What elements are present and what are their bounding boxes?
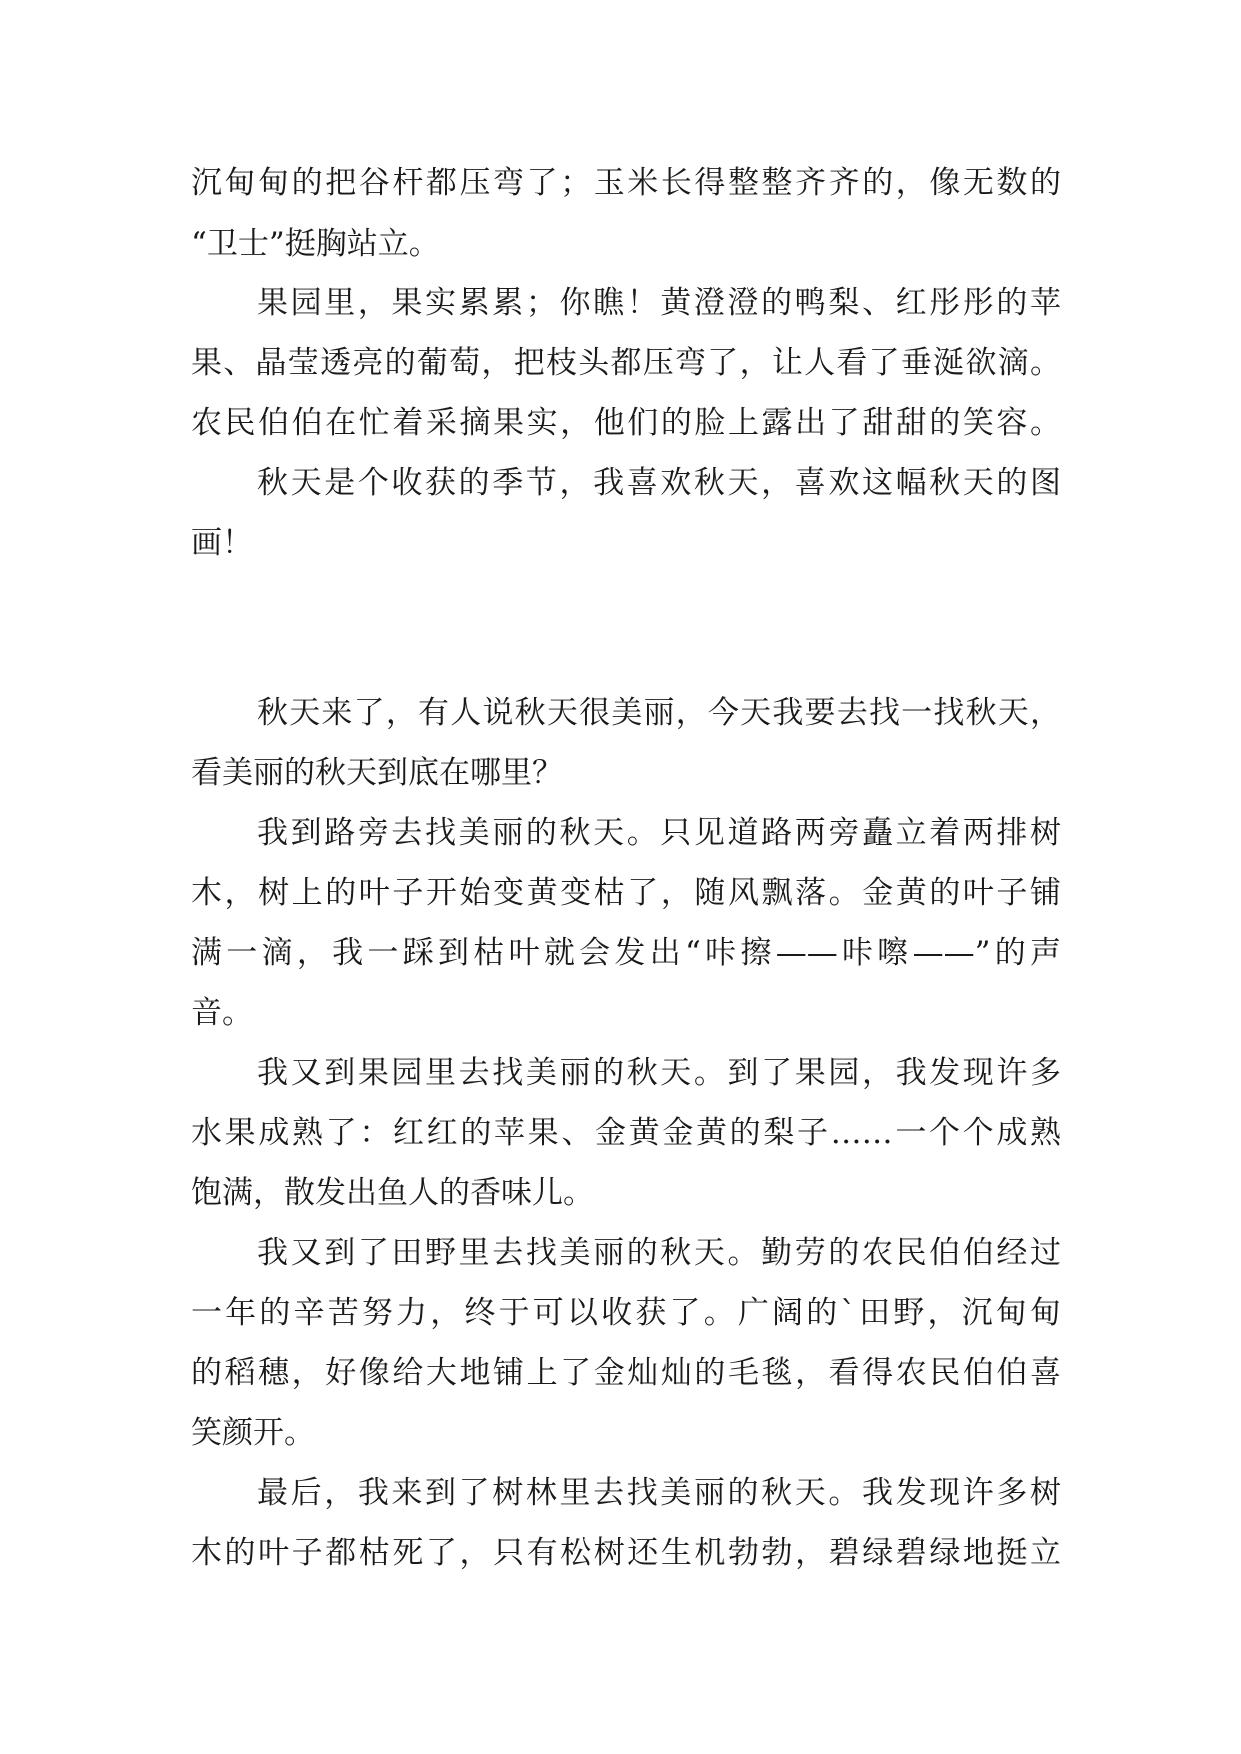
text-line: 沉甸甸的把谷杆都压弯了；玉米长得整整齐齐的，像无数的 [191,165,1061,201]
text-line: 画！ [191,525,253,561]
text-line: 木，树上的叶子开始变黄变枯了，随风飘落。金黄的叶子铺 [191,875,1061,911]
text-line: 果园里，果实累累；你瞧！黄澄澄的鸭梨、红彤彤的苹 [257,285,1061,321]
text-line: 笑颜开。 [191,1415,315,1451]
text-line: 的稻穗，好像给大地铺上了金灿灿的毛毯，看得农民伯伯喜 [191,1355,1061,1391]
text-line: 饱满，散发出鱼人的香味儿。 [191,1175,594,1211]
text-line: 果、晶莹透亮的葡萄，把枝头都压弯了，让人看了垂涎欲滴。 [191,345,1061,381]
text-line: 秋天来了，有人说秋天很美丽，今天我要去找一找秋天， [257,695,1061,731]
text-line: 农民伯伯在忙着采摘果实，他们的脸上露出了甜甜的笑容。 [191,405,1061,441]
text-line: 我又到果园里去找美丽的秋天。到了果园，我发现许多 [257,1055,1061,1091]
text-line: 最后，我来到了树林里去找美丽的秋天。我发现许多树 [257,1475,1061,1511]
text-line: 水果成熟了：红红的苹果、金黄金黄的梨子……一个个成熟 [191,1115,1061,1151]
text-line: 木的叶子都枯死了，只有松树还生机勃勃，碧绿碧绿地挺立 [191,1535,1061,1571]
text-line: 音。 [191,995,253,1031]
text-line: 我到路旁去找美丽的秋天。只见道路两旁矗立着两排树 [257,815,1061,851]
text-line: 我又到了田野里去找美丽的秋天。勤劳的农民伯伯经过 [257,1235,1061,1271]
text-line: 秋天是个收获的季节，我喜欢秋天，喜欢这幅秋天的图 [257,465,1061,501]
text-line: “卫士”挺胸站立。 [191,226,440,262]
text-line: 看美丽的秋天到底在哪里？ [191,755,563,791]
text-line: 一年的辛苦努力，终于可以收获了。广阔的`田野，沉甸甸 [191,1295,1061,1331]
text-line: 满一滴，我一踩到枯叶就会发出“咔擦——咔嚓——”的声 [191,935,1061,971]
